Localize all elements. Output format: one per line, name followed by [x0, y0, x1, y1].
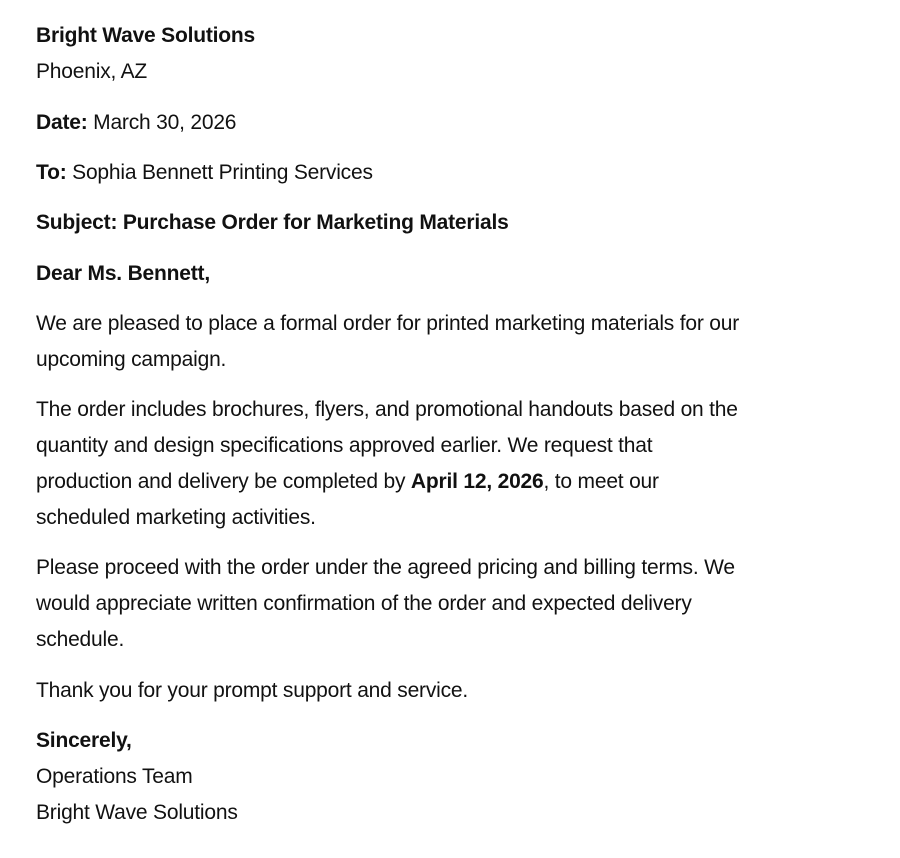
subject-line: Subject: Purchase Order for Marketing Materials	[36, 211, 509, 234]
paragraph-2-line-3: production and delivery be completed by April 12, 2026, to meet our	[36, 470, 659, 493]
paragraph-2-line-1: The order includes brochures, flyers, and promotional handouts based on the	[36, 398, 738, 421]
salutation: Dear Ms. Bennett,	[36, 262, 210, 285]
paragraph-1-line-1: We are pleased to place a formal order for printed marketing materials for our	[36, 312, 740, 335]
signature-team: Operations Team	[36, 765, 193, 788]
closing: Sincerely,	[36, 729, 132, 752]
paragraph-3-line-3: schedule.	[36, 628, 125, 651]
paragraph-1-line-2: upcoming campaign.	[36, 348, 227, 371]
sender-name: Bright Wave Solutions	[36, 24, 256, 47]
paragraph-3-line-2: would appreciate written confirmation of the order and expected delivery	[36, 592, 692, 615]
signature-company: Bright Wave Solutions	[36, 801, 238, 824]
to-label: To:	[36, 161, 67, 184]
date-line	[36, 110, 236, 136]
paragraph-2-line-2: quantity and design specifications approved earlier. We request that	[36, 434, 653, 457]
to-value: Sophia Bennett Printing Services	[66, 161, 373, 184]
delivery-date: April 12, 2026	[410, 470, 544, 493]
date-value: March 30, 2026	[87, 111, 237, 134]
paragraph-4: Thank you for your prompt support and service.	[36, 679, 469, 702]
recipient-line	[36, 160, 373, 186]
sender-location: Phoenix, AZ	[36, 60, 148, 83]
date-label: Date:	[36, 111, 88, 134]
paragraph-3-line-1: Please proceed with the order under the agreed pricing and billing terms. We	[36, 556, 735, 579]
paragraph-2-line-4: scheduled marketing activities.	[36, 506, 316, 529]
